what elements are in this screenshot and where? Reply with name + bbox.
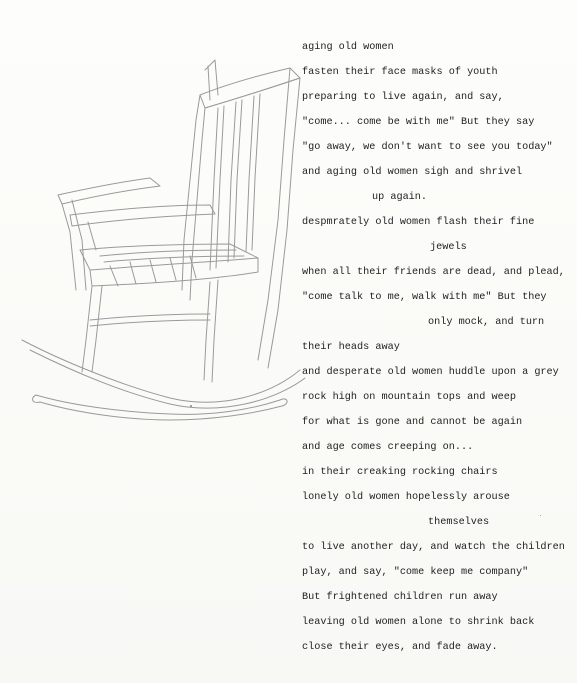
poem-line: for what is gone and cannot be again bbox=[302, 417, 523, 428]
paper-speck bbox=[540, 515, 541, 516]
poem-line: in their creaking rocking chairs bbox=[302, 467, 498, 478]
poem-line: preparing to live again, and say, bbox=[302, 92, 504, 103]
poem-line: "come... come be with me" But they say bbox=[302, 117, 535, 128]
poem-line: close their eyes, and fade away. bbox=[302, 642, 498, 653]
poem-line: themselves bbox=[428, 517, 490, 528]
poem-line: to live another day, and watch the children bbox=[302, 542, 565, 553]
poem-line: despmrately old women flash their fine bbox=[302, 217, 535, 228]
poem-line: and age comes creeping on... bbox=[302, 442, 474, 453]
poem-line: "come talk to me, walk with me" But they bbox=[302, 292, 547, 303]
poem-line: only mock, and turn bbox=[428, 317, 545, 328]
poem-line: lonely old women hopelessly arouse bbox=[302, 492, 510, 503]
poem-line: fasten their face masks of youth bbox=[302, 67, 498, 78]
poem-line: aging old women bbox=[302, 42, 394, 53]
poem-line: leaving old women alone to shrink back bbox=[302, 617, 535, 628]
poem-line: when all their friends are dead, and plead, bbox=[302, 267, 565, 278]
poem-line: play, and say, "come keep me company" bbox=[302, 567, 529, 578]
poem-line: their heads away bbox=[302, 342, 400, 353]
poem-line: jewels bbox=[430, 242, 467, 253]
poem-line: But frightened children run away bbox=[302, 592, 498, 603]
paper-speck bbox=[190, 405, 192, 407]
poem-line: rock high on mountain tops and weep bbox=[302, 392, 516, 403]
poem-line: "go away, we don't want to see you today" bbox=[302, 142, 553, 153]
poem-line: and aging old women sigh and shrivel bbox=[302, 167, 523, 178]
poem-line: and desperate old women huddle upon a grey bbox=[302, 367, 559, 378]
poem-line: up again. bbox=[372, 192, 428, 203]
